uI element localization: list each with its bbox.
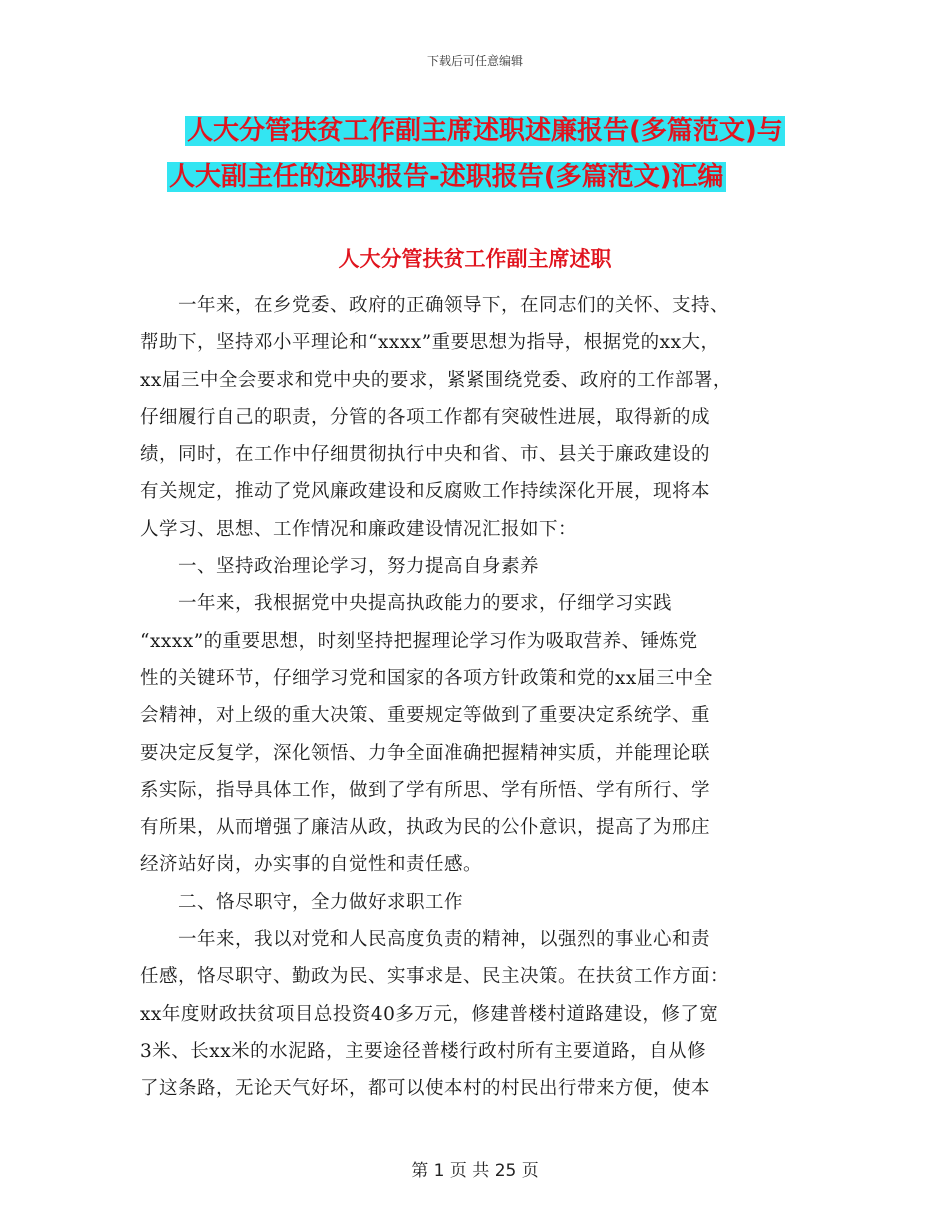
body-line: 二、恪尽职守，全力做好求职工作 bbox=[140, 891, 464, 913]
body-line: 帮助下，坚持邓小平理论和“xxxx”重要思想为指导，根据党的xx大， bbox=[140, 332, 720, 354]
document-title bbox=[169, 108, 835, 200]
body-line: 绩，同时，在工作中仔细贯彻执行中央和省、市、县关于廉政建设的 bbox=[140, 444, 711, 466]
body-line: 3米、长xx米的水泥路，主要途径普楼行政村所有主要道路，自从修 bbox=[140, 1040, 707, 1062]
header-note: 下载后可任意编辑 bbox=[426, 54, 523, 68]
body-text bbox=[140, 287, 812, 1108]
body-line: 会精神，对上级的重大决策、重要规定等做到了重要决定系统学、重 bbox=[140, 705, 711, 727]
section-title: 人大分管扶贫工作副主席述职 bbox=[338, 247, 612, 271]
body-line: “xxxx”的重要思想，时刻坚持把握理论学习作为吸取营养、锤炼党 bbox=[140, 630, 698, 652]
title-line-1-text: 人大分管扶贫工作副主席述职述廉报告(多篇范文)与 bbox=[187, 116, 783, 146]
body-line: 要决定反复学，深化领悟、力争全面准确把握精神实质，并能理论联 bbox=[140, 742, 711, 764]
title-line-2-text: 人大副主任的述职报告-述职报告(多篇范文)汇编 bbox=[169, 162, 724, 192]
body-line: 了这条路，无论天气好坏，都可以使本村的村民出行带来方便，使本 bbox=[140, 1078, 711, 1100]
body-line: 有关规定，推动了党风廉政建设和反腐败工作持续深化开展，现将本 bbox=[140, 481, 711, 503]
body-line: 性的关键环节，仔细学习党和国家的各项方针政策和党的xx届三中全 bbox=[140, 667, 713, 689]
body-line: 系实际，指导具体工作，做到了学有所思、学有所悟、学有所行、学 bbox=[140, 779, 711, 801]
body-line: xx届三中全会要求和党中央的要求，紧紧围绕党委、政府的工作部署， bbox=[140, 369, 732, 391]
body-line: 经济站好岗，办实事的自觉性和责任感。 bbox=[140, 854, 483, 876]
body-line: 一、坚持政治理论学习，努力提高自身素养 bbox=[140, 556, 540, 578]
body-line: 任感，恪尽职守、勤政为民、实事求是、民主决策。在扶贫工作方面： bbox=[140, 966, 730, 988]
body-line: xx年度财政扶贫项目总投资40多万元，修建普楼村道路建设，修了宽 bbox=[140, 1003, 719, 1025]
body-line: 仔细履行自己的职责，分管的各项工作都有突破性进展，取得新的成 bbox=[140, 406, 711, 428]
body-line: 一年来，我根据党中央提高执政能力的要求，仔细学习实践 bbox=[140, 593, 673, 615]
page-number-footer: 第 1 页 共 25 页 bbox=[411, 1161, 539, 1181]
body-line: 人学习、思想、工作情况和廉政建设情况汇报如下： bbox=[140, 518, 578, 540]
title-line-1 bbox=[185, 108, 835, 154]
body-line: 一年来，我以对党和人民高度负责的精神，以强烈的事业心和责 bbox=[140, 929, 711, 951]
body-line: 有所果，从而增强了廉洁从政，执政为民的公仆意识，提高了为邢庄 bbox=[140, 817, 711, 839]
body-line: 一年来，在乡党委、政府的正确领导下，在同志们的关怀、支持、 bbox=[140, 295, 730, 316]
title-line-2 bbox=[167, 154, 835, 200]
